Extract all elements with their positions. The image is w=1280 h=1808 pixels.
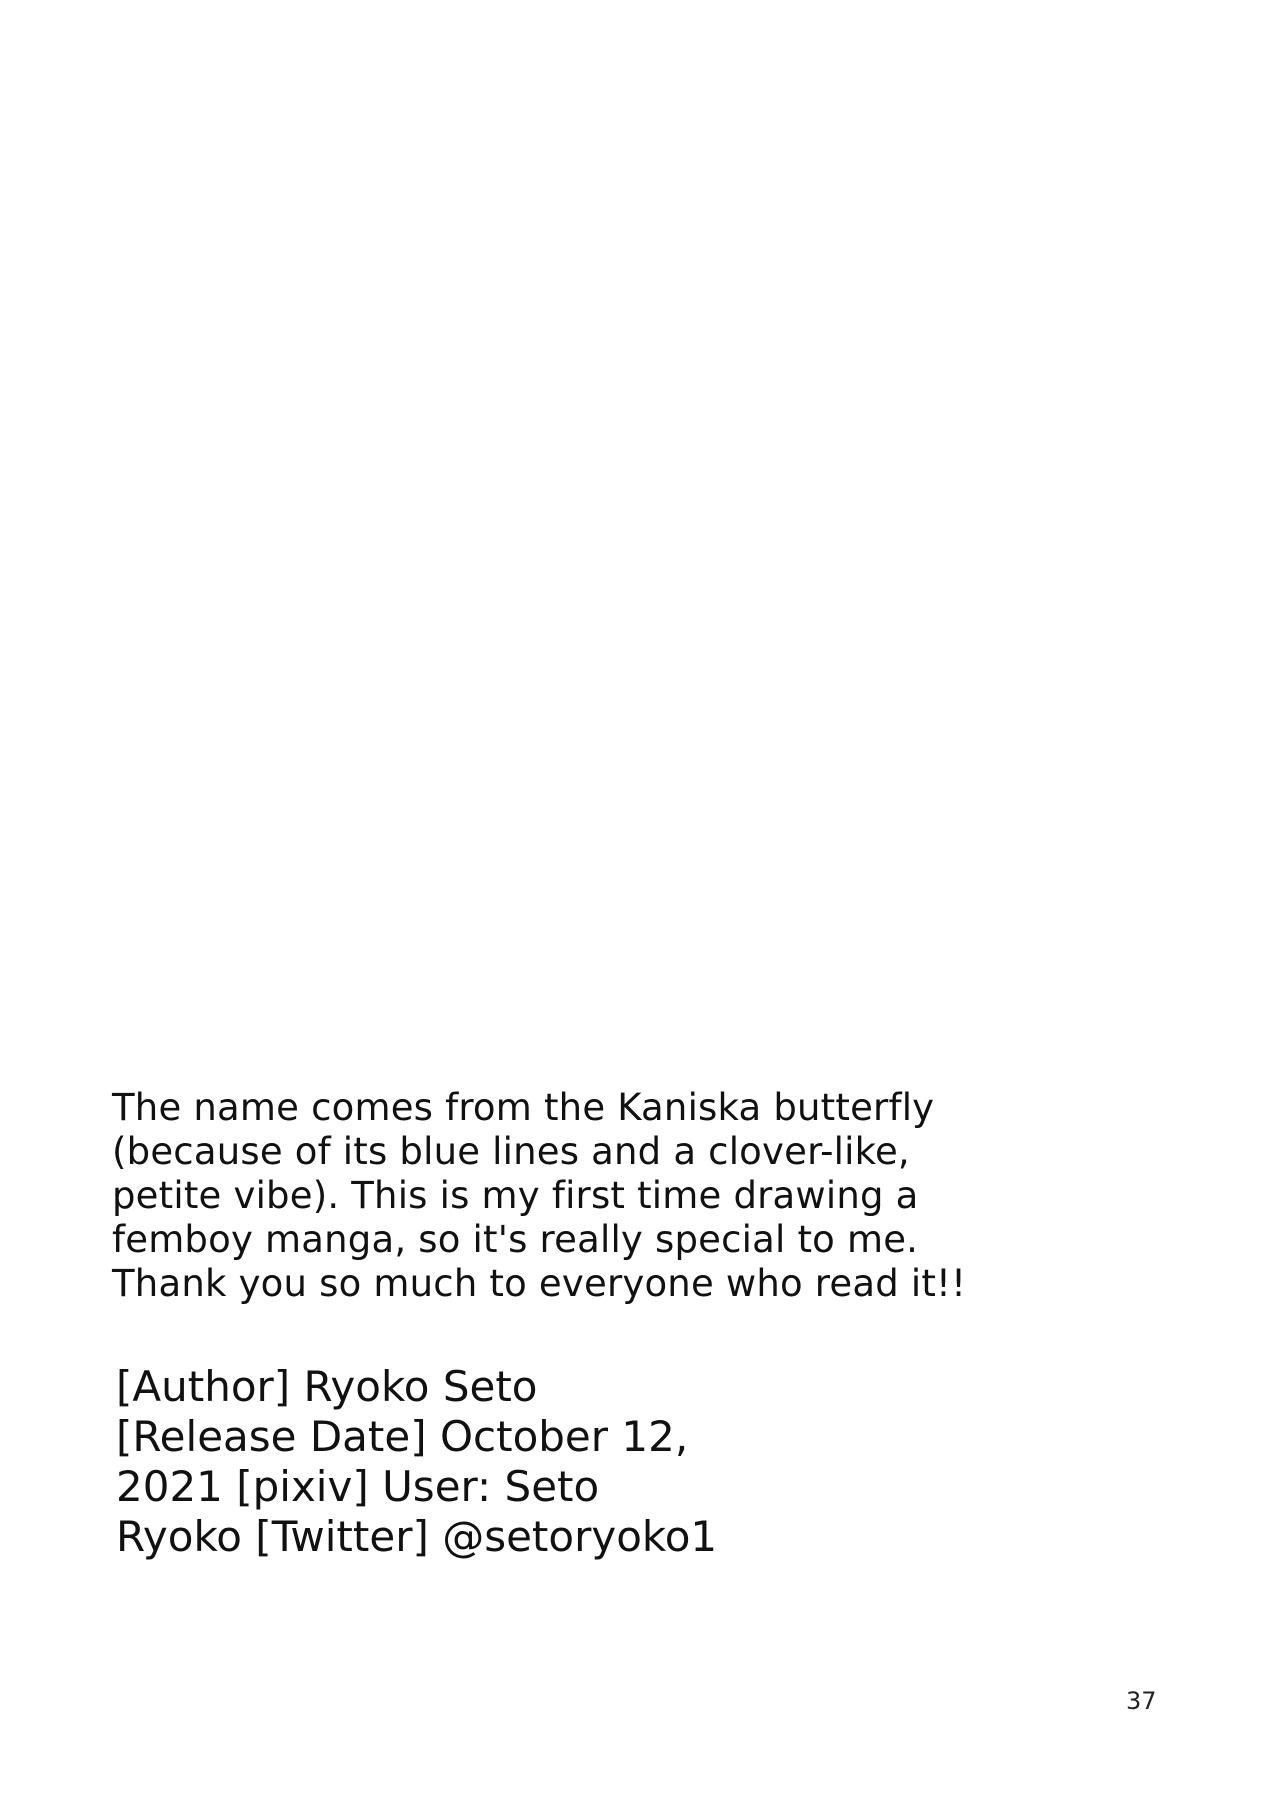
afterword-line: femboy manga, so it's really special to me. <box>112 1218 919 1261</box>
afterword-line: The name comes from the Kaniska butterfly <box>112 1086 935 1129</box>
credits-line: [Release Date] October 12, <box>116 1412 689 1461</box>
credits-block <box>116 1362 816 1562</box>
credits-line: 2021 [pixiv] User: Seto <box>116 1462 600 1511</box>
credits-line: Ryoko [Twitter] @setoryoko1 <box>116 1512 718 1561</box>
afterword-line: (because of its blue lines and a clover-like, <box>112 1130 910 1173</box>
afterword-line: Thank you so much to everyone who read it!! <box>112 1262 967 1305</box>
afterword-line: petite vibe). This is my first time drawing a <box>112 1174 919 1217</box>
afterword-text <box>112 1086 1012 1306</box>
credits-line: [Author] Ryoko Seto <box>116 1362 538 1411</box>
page-number: 37 <box>1126 1687 1157 1715</box>
